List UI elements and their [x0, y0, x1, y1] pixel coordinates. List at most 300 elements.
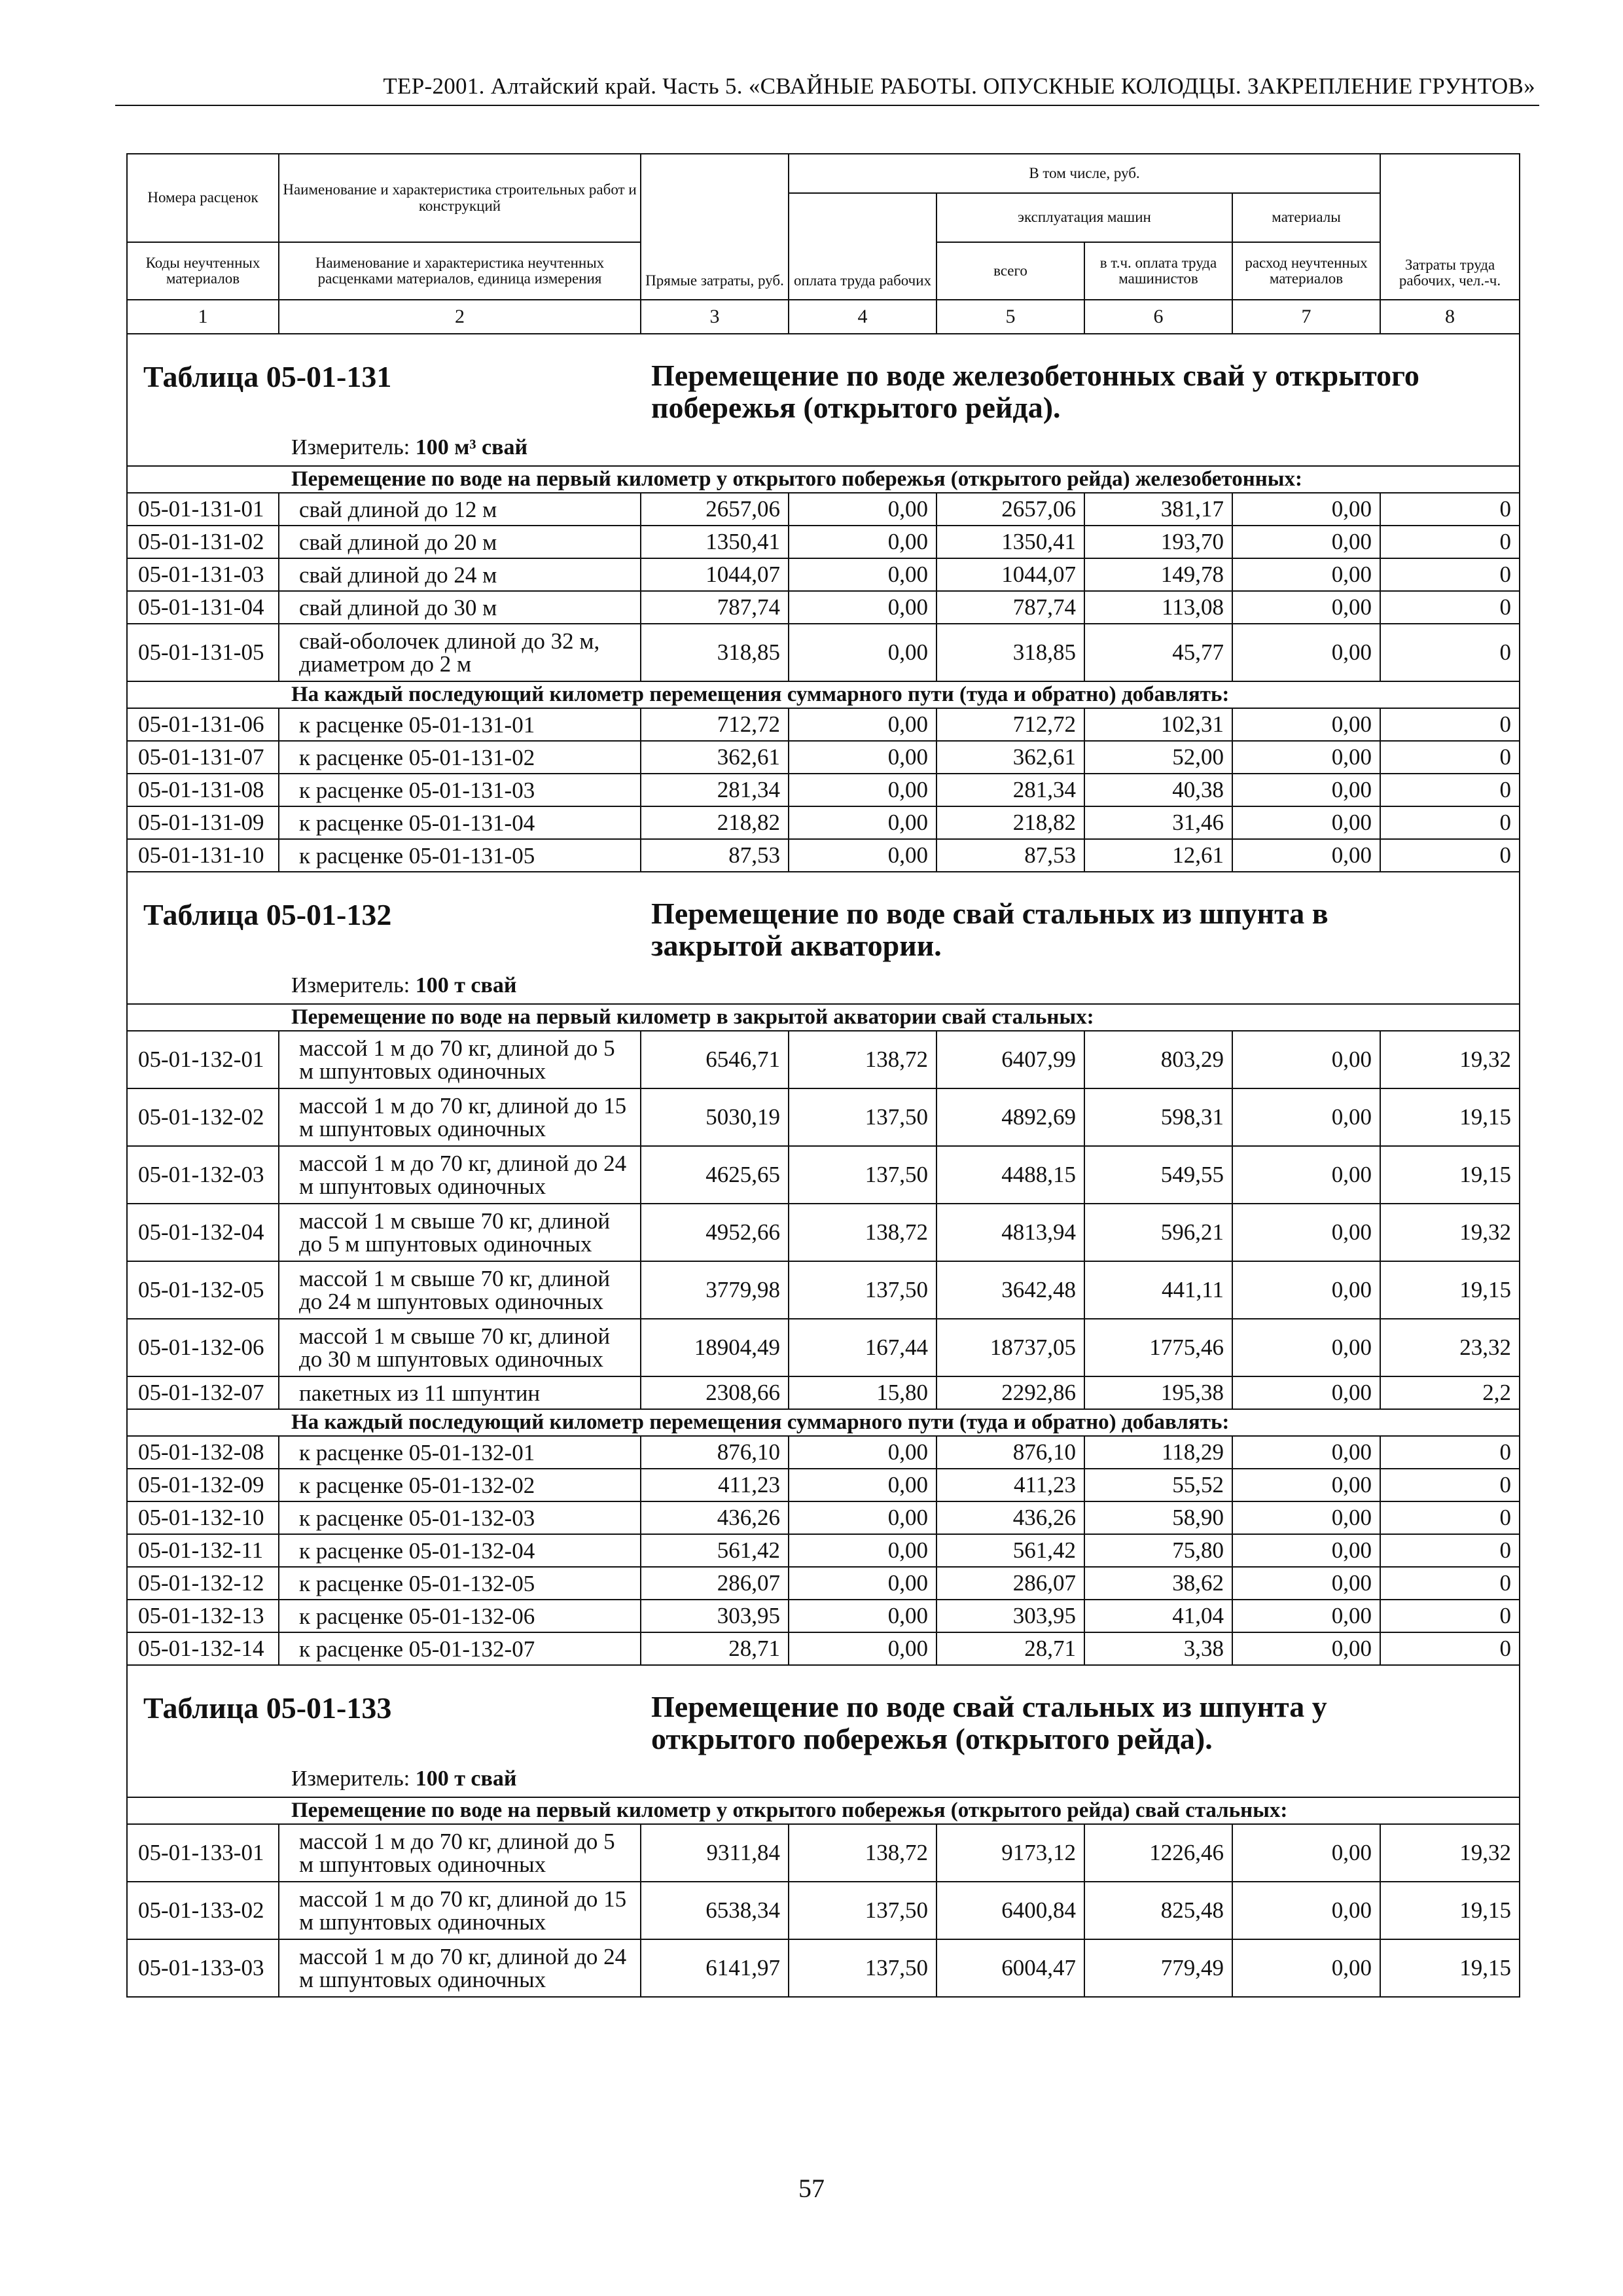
rate-code: 05-01-132-04: [127, 1204, 279, 1261]
section-row: [127, 1797, 1520, 1824]
rate-value-c5: 712,72: [936, 708, 1084, 741]
rate-value-c7: 0,00: [1232, 1319, 1380, 1376]
rate-name: к расценке 05-01-131-05: [279, 839, 641, 872]
section-title: На каждый последующий километр перемещения суммарного пути (туда и обратно) добавлять:: [127, 681, 1520, 708]
rate-name: пакетных из 11 шпунтин: [279, 1376, 641, 1409]
table-code: Таблица 05-01-131: [143, 360, 392, 393]
rate-value-c4: 0,00: [789, 1567, 936, 1600]
rate-value-c4: 0,00: [789, 806, 936, 839]
rate-name: свай-оболочек длиной до 32 м, диаметром до 2 м: [279, 624, 641, 681]
table-name: Перемещение по воде железобетонных свай у открытого побережья (открытого рейда).: [651, 359, 1419, 425]
rate-name: к расценке 05-01-132-02: [279, 1469, 641, 1501]
rate-name: массой 1 м до 70 кг, длиной до 24 м шпунтовых одиночных: [279, 1146, 641, 1204]
table-row: [127, 1204, 1520, 1261]
rate-value-c3: 362,61: [641, 741, 789, 774]
rate-value-c5: 28,71: [936, 1632, 1084, 1665]
rate-value-c7: 0,00: [1232, 1376, 1380, 1409]
rate-value-c5: 87,53: [936, 839, 1084, 872]
rates-sheet: [126, 153, 1519, 1998]
section-title: Перемещение по воде на первый километр в закрытой акватории свай стальных:: [127, 1004, 1520, 1031]
rate-value-c3: 1044,07: [641, 558, 789, 591]
column-number: 7: [1232, 300, 1380, 334]
rate-value-c8: 19,32: [1380, 1824, 1520, 1882]
rate-value-c8: 0: [1380, 493, 1520, 526]
rate-value-c5: 318,85: [936, 624, 1084, 681]
rate-value-c8: 0: [1380, 774, 1520, 806]
rate-value-c8: 19,32: [1380, 1031, 1520, 1088]
rate-value-c4: 0,00: [789, 1501, 936, 1534]
rate-value-c8: 2,2: [1380, 1376, 1520, 1409]
rate-value-c6: 803,29: [1084, 1031, 1232, 1088]
table-row: [127, 591, 1520, 624]
rate-value-c5: 218,82: [936, 806, 1084, 839]
rate-value-c8: 19,15: [1380, 1146, 1520, 1204]
table-row: [127, 1632, 1520, 1665]
rate-value-c6: 113,08: [1084, 591, 1232, 624]
rate-name: к расценке 05-01-132-03: [279, 1501, 641, 1534]
column-number: 3: [641, 300, 789, 334]
rate-value-c3: 5030,19: [641, 1088, 789, 1146]
rate-value-c8: 23,32: [1380, 1319, 1520, 1376]
header-col6: в т.ч. оплата труда машинистов: [1084, 242, 1232, 300]
rate-value-c4: 0,00: [789, 558, 936, 591]
rate-value-c4: 0,00: [789, 1600, 936, 1632]
rate-value-c8: 0: [1380, 1632, 1520, 1665]
rate-code: 05-01-132-06: [127, 1319, 279, 1376]
rate-value-c6: 38,62: [1084, 1567, 1232, 1600]
rate-name: массой 1 м до 70 кг, длиной до 15 м шпунтовых одиночных: [279, 1088, 641, 1146]
table-row: [127, 806, 1520, 839]
table-row: [127, 526, 1520, 558]
rate-name: к расценке 05-01-131-01: [279, 708, 641, 741]
rate-code: 05-01-131-03: [127, 558, 279, 591]
table-row: [127, 1319, 1520, 1376]
rate-value-c4: 137,50: [789, 1939, 936, 1997]
rate-value-c5: 876,10: [936, 1436, 1084, 1469]
unit-value: 100 т свай: [415, 973, 517, 997]
rate-value-c4: 0,00: [789, 624, 936, 681]
table-row: [127, 1501, 1520, 1534]
table-row: [127, 708, 1520, 741]
rate-value-c6: 58,90: [1084, 1501, 1232, 1534]
rate-value-c6: 549,55: [1084, 1146, 1232, 1204]
header-col3: Прямые затраты, руб.: [641, 154, 789, 300]
rate-value-c5: 561,42: [936, 1534, 1084, 1567]
table-title-row: [127, 1665, 1520, 1797]
rate-value-c6: 45,77: [1084, 624, 1232, 681]
section-row: [127, 1409, 1520, 1436]
column-number: 1: [127, 300, 279, 334]
rate-name: массой 1 м свыше 70 кг, длиной до 30 м шпунтовых одиночных: [279, 1319, 641, 1376]
table-row: [127, 1088, 1520, 1146]
rate-code: 05-01-132-09: [127, 1469, 279, 1501]
rate-value-c6: 3,38: [1084, 1632, 1232, 1665]
rate-value-c8: 19,15: [1380, 1088, 1520, 1146]
rate-code: 05-01-131-07: [127, 741, 279, 774]
rate-code: 05-01-133-01: [127, 1824, 279, 1882]
rate-value-c7: 0,00: [1232, 1600, 1380, 1632]
rate-value-c5: 4488,15: [936, 1146, 1084, 1204]
rate-code: 05-01-132-12: [127, 1567, 279, 1600]
rate-value-c6: 825,48: [1084, 1882, 1232, 1939]
rate-value-c3: 318,85: [641, 624, 789, 681]
rate-value-c6: 55,52: [1084, 1469, 1232, 1501]
rate-value-c3: 1350,41: [641, 526, 789, 558]
table-title-row: [127, 872, 1520, 1004]
table-row: [127, 1567, 1520, 1600]
rate-value-c5: 281,34: [936, 774, 1084, 806]
rate-value-c4: 167,44: [789, 1319, 936, 1376]
rate-code: 05-01-132-10: [127, 1501, 279, 1534]
rate-name: к расценке 05-01-131-04: [279, 806, 641, 839]
rates-table: [126, 153, 1520, 1998]
rate-value-c7: 0,00: [1232, 1501, 1380, 1534]
rate-value-c5: 2292,86: [936, 1376, 1084, 1409]
rate-value-c3: 218,82: [641, 806, 789, 839]
rate-name: свай длиной до 12 м: [279, 493, 641, 526]
rate-value-c6: 149,78: [1084, 558, 1232, 591]
rate-value-c7: 0,00: [1232, 1939, 1380, 1997]
rate-value-c3: 436,26: [641, 1501, 789, 1534]
rate-value-c4: 138,72: [789, 1031, 936, 1088]
rate-name: свай длиной до 20 м: [279, 526, 641, 558]
rate-name: массой 1 м до 70 кг, длиной до 15 м шпунтовых одиночных: [279, 1882, 641, 1939]
rate-value-c5: 436,26: [936, 1501, 1084, 1534]
table-title-cell: [127, 334, 1520, 466]
rate-value-c4: 0,00: [789, 708, 936, 741]
rate-value-c6: 12,61: [1084, 839, 1232, 872]
table-row: [127, 558, 1520, 591]
rate-value-c8: 0: [1380, 591, 1520, 624]
rate-value-c7: 0,00: [1232, 1088, 1380, 1146]
table-unit: [291, 973, 516, 998]
rate-name: свай длиной до 30 м: [279, 591, 641, 624]
rate-value-c4: 0,00: [789, 1534, 936, 1567]
table-code: Таблица 05-01-132: [143, 898, 392, 931]
table-row: [127, 1031, 1520, 1088]
rate-value-c8: 0: [1380, 1501, 1520, 1534]
rate-code: 05-01-133-02: [127, 1882, 279, 1939]
rate-code: 05-01-131-08: [127, 774, 279, 806]
table-row: [127, 624, 1520, 681]
rate-value-c5: 6407,99: [936, 1031, 1084, 1088]
rate-code: 05-01-131-01: [127, 493, 279, 526]
rate-value-c5: 3642,48: [936, 1261, 1084, 1319]
rate-value-c8: 0: [1380, 558, 1520, 591]
rate-value-c5: 411,23: [936, 1469, 1084, 1501]
rate-code: 05-01-131-09: [127, 806, 279, 839]
table-name: Перемещение по воде свай стальных из шпунта в закрытой акватории.: [651, 897, 1329, 963]
rate-value-c3: 2657,06: [641, 493, 789, 526]
rate-value-c8: 0: [1380, 526, 1520, 558]
rate-value-c7: 0,00: [1232, 624, 1380, 681]
rate-value-c5: 2657,06: [936, 493, 1084, 526]
rate-value-c8: 0: [1380, 1534, 1520, 1567]
rate-value-c6: 1226,46: [1084, 1824, 1232, 1882]
rate-value-c5: 6004,47: [936, 1939, 1084, 1997]
rate-code: 05-01-132-02: [127, 1088, 279, 1146]
rate-value-c7: 0,00: [1232, 741, 1380, 774]
rate-value-c8: 19,32: [1380, 1204, 1520, 1261]
rate-value-c6: 75,80: [1084, 1534, 1232, 1567]
table-row: [127, 1534, 1520, 1567]
table-row: [127, 1939, 1520, 1997]
rate-value-c4: 0,00: [789, 1632, 936, 1665]
rate-name: массой 1 м до 70 кг, длиной до 5 м шпунтовых одиночных: [279, 1031, 641, 1088]
rate-value-c6: 52,00: [1084, 741, 1232, 774]
rate-code: 05-01-131-02: [127, 526, 279, 558]
rate-value-c4: 0,00: [789, 741, 936, 774]
table-row: [127, 1882, 1520, 1939]
rate-value-c8: 0: [1380, 806, 1520, 839]
unit-label: Измеритель:: [291, 973, 410, 997]
page-number: 57: [798, 2174, 825, 2203]
rate-value-c7: 0,00: [1232, 1469, 1380, 1501]
rate-value-c7: 0,00: [1232, 1204, 1380, 1261]
rate-value-c5: 6400,84: [936, 1882, 1084, 1939]
rate-value-c4: 137,50: [789, 1261, 936, 1319]
rate-name: массой 1 м свыше 70 кг, длиной до 5 м шпунтовых одиночных: [279, 1204, 641, 1261]
section-row: [127, 1004, 1520, 1031]
header-col2-top: Наименование и характеристика строительных работ и конструкций: [279, 154, 641, 242]
table-row: [127, 1600, 1520, 1632]
rate-value-c7: 0,00: [1232, 1824, 1380, 1882]
rate-value-c7: 0,00: [1232, 1534, 1380, 1567]
header-col7: расход неучтенных материалов: [1232, 242, 1380, 300]
rate-value-c7: 0,00: [1232, 1146, 1380, 1204]
rate-value-c4: 0,00: [789, 493, 936, 526]
rate-name: к расценке 05-01-131-02: [279, 741, 641, 774]
column-number: 6: [1084, 300, 1232, 334]
rate-value-c6: 41,04: [1084, 1600, 1232, 1632]
table-name: Перемещение по воде свай стальных из шпунта у открытого побережья (открытого рейда).: [651, 1690, 1327, 1756]
rate-value-c3: 9311,84: [641, 1824, 789, 1882]
rate-value-c5: 362,61: [936, 741, 1084, 774]
table-row: [127, 1824, 1520, 1882]
rate-value-c7: 0,00: [1232, 1632, 1380, 1665]
header-machines: эксплуатация машин: [936, 193, 1232, 242]
column-number: 8: [1380, 300, 1520, 334]
unit-value: 100 м³ свай: [415, 435, 528, 459]
rate-value-c3: 18904,49: [641, 1319, 789, 1376]
rate-value-c8: 0: [1380, 624, 1520, 681]
rate-value-c4: 0,00: [789, 1469, 936, 1501]
table-header: [127, 154, 1520, 334]
rate-name: массой 1 м до 70 кг, длиной до 24 м шпунтовых одиночных: [279, 1939, 641, 1997]
running-header: ТЕР-2001. Алтайский край. Часть 5. «СВАЙНЫЕ РАБОТЫ. ОПУСКНЫЕ КОЛОДЦЫ. ЗАКРЕПЛЕНИЕ ГРУНТОВ»: [383, 73, 1535, 99]
rate-value-c5: 4892,69: [936, 1088, 1084, 1146]
header-rule: [115, 105, 1539, 106]
table-row: [127, 1436, 1520, 1469]
rate-code: 05-01-131-10: [127, 839, 279, 872]
rate-value-c4: 0,00: [789, 774, 936, 806]
rate-value-c3: 561,42: [641, 1534, 789, 1567]
header-col2-bottom: Наименование и характеристика неучтенных расценками материалов, единица измерения: [279, 242, 641, 300]
table-title-cell: [127, 1665, 1520, 1797]
unit-label: Измеритель:: [291, 1767, 410, 1791]
rate-name: к расценке 05-01-132-05: [279, 1567, 641, 1600]
rate-code: 05-01-131-06: [127, 708, 279, 741]
table-row: [127, 1376, 1520, 1409]
rate-value-c6: 596,21: [1084, 1204, 1232, 1261]
table-row: [127, 774, 1520, 806]
rate-value-c3: 411,23: [641, 1469, 789, 1501]
table-unit: [291, 435, 527, 460]
rate-value-c6: 195,38: [1084, 1376, 1232, 1409]
unit-label: Измеритель:: [291, 435, 410, 459]
rate-value-c4: 137,50: [789, 1088, 936, 1146]
rate-value-c8: 19,15: [1380, 1261, 1520, 1319]
section-row: [127, 466, 1520, 493]
rate-value-c7: 0,00: [1232, 1882, 1380, 1939]
rate-value-c6: 381,17: [1084, 493, 1232, 526]
rate-value-c5: 18737,05: [936, 1319, 1084, 1376]
rate-name: к расценке 05-01-132-01: [279, 1436, 641, 1469]
rate-value-c4: 0,00: [789, 1436, 936, 1469]
header-col8: Затраты труда рабочих, чел.-ч.: [1380, 154, 1520, 300]
rate-value-c8: 0: [1380, 741, 1520, 774]
rate-code: 05-01-133-03: [127, 1939, 279, 1997]
rate-value-c8: 0: [1380, 708, 1520, 741]
rate-value-c3: 2308,66: [641, 1376, 789, 1409]
rate-value-c5: 1350,41: [936, 526, 1084, 558]
rate-value-c3: 87,53: [641, 839, 789, 872]
rate-value-c5: 286,07: [936, 1567, 1084, 1600]
rate-name: массой 1 м свыше 70 кг, длиной до 24 м шпунтовых одиночных: [279, 1261, 641, 1319]
rate-value-c8: 0: [1380, 1469, 1520, 1501]
rate-value-c4: 15,80: [789, 1376, 936, 1409]
rate-value-c5: 4813,94: [936, 1204, 1084, 1261]
rate-value-c6: 441,11: [1084, 1261, 1232, 1319]
rate-name: свай длиной до 24 м: [279, 558, 641, 591]
rate-value-c4: 137,50: [789, 1146, 936, 1204]
rate-value-c7: 0,00: [1232, 1567, 1380, 1600]
rate-value-c4: 137,50: [789, 1882, 936, 1939]
rate-value-c8: 0: [1380, 1600, 1520, 1632]
table-row: [127, 1469, 1520, 1501]
rate-value-c3: 28,71: [641, 1632, 789, 1665]
rate-code: 05-01-132-14: [127, 1632, 279, 1665]
rate-value-c5: 9173,12: [936, 1824, 1084, 1882]
header-col5: всего: [936, 242, 1084, 300]
rate-value-c4: 138,72: [789, 1204, 936, 1261]
table-code: Таблица 05-01-133: [143, 1691, 392, 1725]
column-numbers-row: [127, 300, 1520, 334]
rate-value-c7: 0,00: [1232, 493, 1380, 526]
table-unit: [291, 1767, 516, 1791]
rate-value-c6: 598,31: [1084, 1088, 1232, 1146]
section-title: Перемещение по воде на первый километр у открытого побережья (открытого рейда) железобетонных:: [127, 466, 1520, 493]
rate-value-c3: 787,74: [641, 591, 789, 624]
table-row: [127, 1261, 1520, 1319]
rate-value-c7: 0,00: [1232, 1436, 1380, 1469]
rate-name: массой 1 м до 70 кг, длиной до 5 м шпунтовых одиночных: [279, 1824, 641, 1882]
rate-code: 05-01-131-04: [127, 591, 279, 624]
rate-value-c8: 19,15: [1380, 1882, 1520, 1939]
rate-value-c4: 0,00: [789, 591, 936, 624]
rate-value-c5: 1044,07: [936, 558, 1084, 591]
rate-value-c7: 0,00: [1232, 806, 1380, 839]
rate-value-c3: 6141,97: [641, 1939, 789, 1997]
header-materials: материалы: [1232, 193, 1380, 242]
table-row: [127, 1146, 1520, 1204]
rate-value-c4: 0,00: [789, 839, 936, 872]
column-number: 5: [936, 300, 1084, 334]
rate-value-c3: 281,34: [641, 774, 789, 806]
rate-value-c7: 0,00: [1232, 839, 1380, 872]
rate-value-c8: 0: [1380, 1567, 1520, 1600]
rate-value-c6: 102,31: [1084, 708, 1232, 741]
rate-name: к расценке 05-01-132-04: [279, 1534, 641, 1567]
rate-name: к расценке 05-01-132-06: [279, 1600, 641, 1632]
rate-value-c3: 3779,98: [641, 1261, 789, 1319]
rate-value-c8: 0: [1380, 839, 1520, 872]
rate-code: 05-01-132-01: [127, 1031, 279, 1088]
rate-value-c6: 1775,46: [1084, 1319, 1232, 1376]
rate-value-c7: 0,00: [1232, 558, 1380, 591]
header-incl: В том числе, руб.: [789, 154, 1380, 193]
rate-value-c4: 0,00: [789, 526, 936, 558]
rate-value-c3: 4952,66: [641, 1204, 789, 1261]
rate-value-c6: 193,70: [1084, 526, 1232, 558]
header-col1-bottom: Коды неучтенных материалов: [127, 242, 279, 300]
rate-value-c3: 6538,34: [641, 1882, 789, 1939]
rate-code: 05-01-132-07: [127, 1376, 279, 1409]
table-row: [127, 839, 1520, 872]
table-title-cell: [127, 872, 1520, 1004]
header-col1-top: Номера расценок: [127, 154, 279, 242]
rate-value-c6: 40,38: [1084, 774, 1232, 806]
table-title-row: [127, 334, 1520, 466]
rate-value-c7: 0,00: [1232, 1261, 1380, 1319]
rate-code: 05-01-132-08: [127, 1436, 279, 1469]
rate-value-c3: 6546,71: [641, 1031, 789, 1088]
rate-value-c7: 0,00: [1232, 526, 1380, 558]
rate-value-c3: 876,10: [641, 1436, 789, 1469]
section-title: Перемещение по воде на первый километр у открытого побережья (открытого рейда) свай стальных:: [127, 1797, 1520, 1824]
rate-value-c7: 0,00: [1232, 1031, 1380, 1088]
column-number: 4: [789, 300, 936, 334]
rate-value-c6: 31,46: [1084, 806, 1232, 839]
rate-code: 05-01-132-03: [127, 1146, 279, 1204]
rate-value-c7: 0,00: [1232, 591, 1380, 624]
rate-value-c6: 118,29: [1084, 1436, 1232, 1469]
rate-code: 05-01-131-05: [127, 624, 279, 681]
table-row: [127, 741, 1520, 774]
table-body: [127, 334, 1520, 1997]
rate-value-c8: 19,15: [1380, 1939, 1520, 1997]
section-row: [127, 681, 1520, 708]
rate-code: 05-01-132-11: [127, 1534, 279, 1567]
rate-value-c4: 138,72: [789, 1824, 936, 1882]
rate-value-c3: 712,72: [641, 708, 789, 741]
rate-value-c7: 0,00: [1232, 774, 1380, 806]
rate-value-c8: 0: [1380, 1436, 1520, 1469]
rate-value-c3: 303,95: [641, 1600, 789, 1632]
section-title: На каждый последующий километр перемещения суммарного пути (туда и обратно) добавлять:: [127, 1409, 1520, 1436]
rate-value-c7: 0,00: [1232, 708, 1380, 741]
column-number: 2: [279, 300, 641, 334]
rate-value-c3: 286,07: [641, 1567, 789, 1600]
rate-name: к расценке 05-01-131-03: [279, 774, 641, 806]
rate-code: 05-01-132-05: [127, 1261, 279, 1319]
unit-value: 100 т свай: [415, 1767, 517, 1791]
table-row: [127, 493, 1520, 526]
rate-value-c5: 787,74: [936, 591, 1084, 624]
rate-code: 05-01-132-13: [127, 1600, 279, 1632]
rate-name: к расценке 05-01-132-07: [279, 1632, 641, 1665]
rate-value-c5: 303,95: [936, 1600, 1084, 1632]
